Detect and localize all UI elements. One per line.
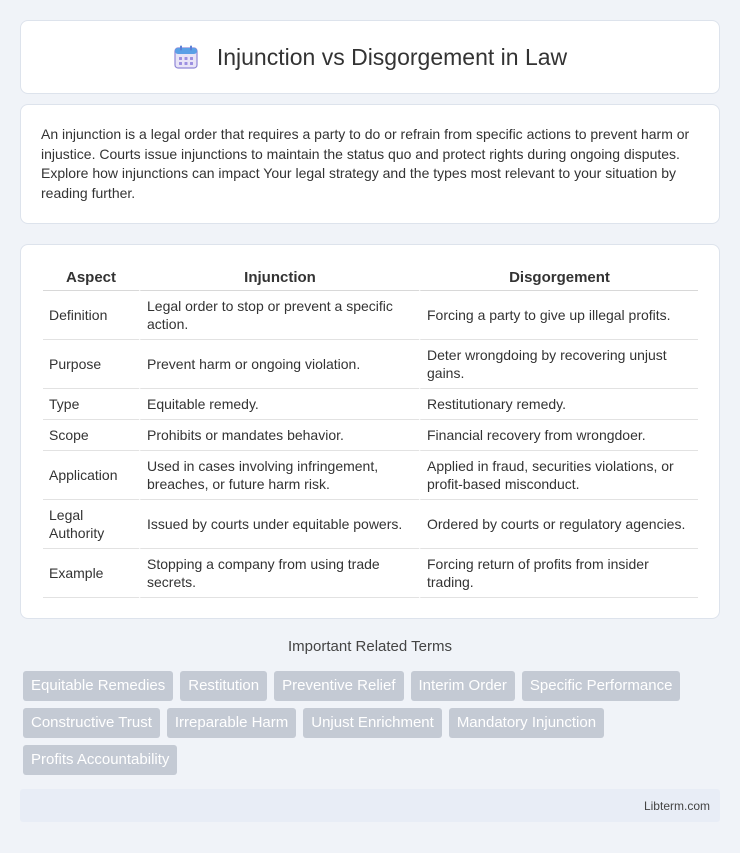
footer-brand-link[interactable]: Libterm.com <box>643 799 710 813</box>
cell-aspect: Scope <box>43 420 139 451</box>
page-title: Injunction vs Disgorgement in Law <box>216 43 568 70</box>
header-card <box>20 20 720 94</box>
cell-injunction: Issued by courts under equitable powers. <box>139 500 419 549</box>
comparison-card <box>20 244 720 619</box>
related-term-tag[interactable]: Restitution <box>180 671 267 701</box>
table-row <box>43 340 698 389</box>
table-row <box>43 291 698 340</box>
cell-aspect: Purpose <box>43 340 139 389</box>
table-row <box>43 451 698 500</box>
cell-disgorgement: Forcing a party to give up illegal profits. <box>419 291 698 340</box>
cell-aspect: Type <box>43 389 139 420</box>
cell-aspect: Example <box>43 549 139 598</box>
column-header-aspect: Aspect <box>43 263 139 291</box>
table-row <box>43 549 698 598</box>
intro-text: An injunction is a legal order that requires a party to do or refrain from specific actions to prevent harm or injustice. Courts issue injunctions to maintain the status quo and protect rights during ongoing disputes. Explore how injunctions can impact Your legal strategy and the types most relevant to your situation by reading further. <box>41 126 690 201</box>
related-term-tag[interactable]: Interim Order <box>411 671 515 701</box>
cell-injunction: Equitable remedy. <box>139 389 419 420</box>
cell-disgorgement: Applied in fraud, securities violations, or profit-based misconduct. <box>419 451 698 500</box>
cell-disgorgement: Financial recovery from wrongdoer. <box>419 420 698 451</box>
cell-aspect: Legal Authority <box>43 500 139 549</box>
table-row <box>43 420 698 451</box>
related-term-tag[interactable]: Preventive Relief <box>274 671 403 701</box>
cell-disgorgement: Deter wrongdoing by recovering unjust gains. <box>419 340 698 389</box>
cell-disgorgement: Restitutionary remedy. <box>419 389 698 420</box>
cell-disgorgement: Ordered by courts or regulatory agencies. <box>419 500 698 549</box>
footer <box>20 789 720 822</box>
related-terms-list <box>23 671 723 775</box>
related-term-tag[interactable]: Profits Accountability <box>23 745 177 775</box>
calendar-icon <box>173 44 199 70</box>
related-term-tag[interactable]: Unjust Enrichment <box>303 708 442 738</box>
cell-disgorgement: Forcing return of profits from insider trading. <box>419 549 698 598</box>
table-row <box>43 389 698 420</box>
intro-card <box>20 104 720 224</box>
cell-injunction: Prevent harm or ongoing violation. <box>139 340 419 389</box>
column-header-injunction: Injunction <box>139 263 419 291</box>
related-term-tag[interactable]: Specific Performance <box>522 671 681 701</box>
table-header-row <box>43 263 698 291</box>
cell-injunction: Stopping a company from using trade secrets. <box>139 549 419 598</box>
cell-aspect: Definition <box>43 291 139 340</box>
column-header-disgorgement: Disgorgement <box>419 263 698 291</box>
cell-aspect: Application <box>43 451 139 500</box>
cell-injunction: Legal order to stop or prevent a specific action. <box>139 291 419 340</box>
related-term-tag[interactable]: Irreparable Harm <box>167 708 296 738</box>
cell-injunction: Prohibits or mandates behavior. <box>139 420 419 451</box>
related-term-tag[interactable]: Mandatory Injunction <box>449 708 604 738</box>
related-term-tag[interactable]: Constructive Trust <box>23 708 160 738</box>
related-terms-heading: Important Related Terms <box>288 638 452 655</box>
cell-injunction: Used in cases involving infringement, breaches, or future harm risk. <box>139 451 419 500</box>
table-row <box>43 500 698 549</box>
related-term-tag[interactable]: Equitable Remedies <box>23 671 173 701</box>
comparison-table <box>43 263 698 598</box>
